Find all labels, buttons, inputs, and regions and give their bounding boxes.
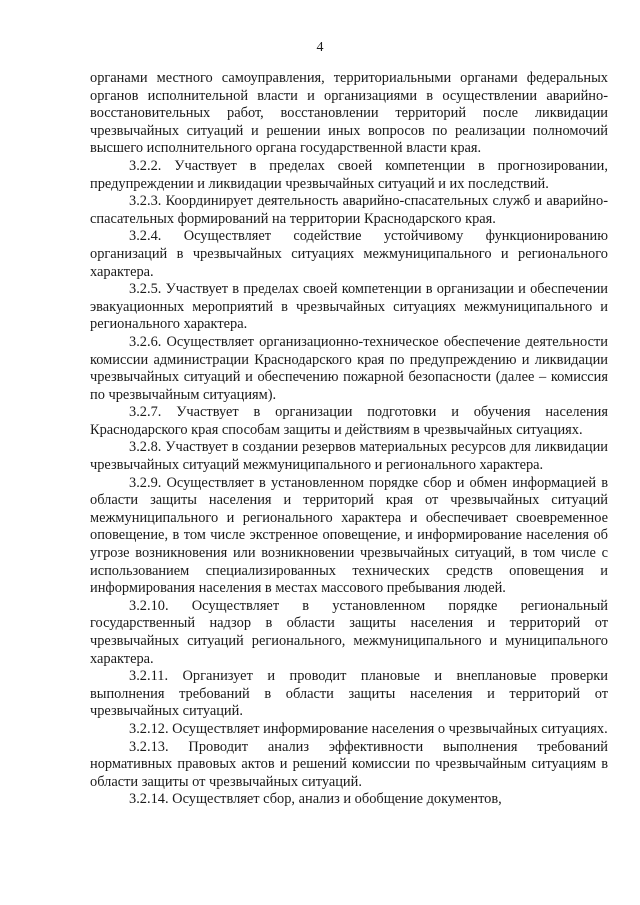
page-number: 4 [316, 40, 324, 55]
paragraph-3-2-5: 3.2.5. Участвует в пределах своей компетенции в организации и обеспечении эвакуационных мероприятий в чрезвычайных ситуациях межмуниципального и регионального характера. [90, 281, 608, 333]
paragraph-3-2-3: 3.2.3. Координирует деятельность аварийно-спасательных служб и аварийно-спасательных формирований на территории Краснодарского края. [90, 193, 608, 227]
paragraph-continuation: органами местного самоуправления, территориальными органами федеральных органов исполнительной власти и организациями в осуществлении аварийно-восстановительных работ, восстановлении территорий после ликвидации чрезвычайных ситуаций и решении иных вопросов по реализации полномочий высшего исполнительного органа государственной власти края. [90, 70, 608, 157]
paragraph-3-2-9: 3.2.9. Осуществляет в установленном порядке сбор и обмен информацией в области защиты населения и территорий края от чрезвычайных ситуаций межмуниципального и регионального характера и обеспечивает своевременное оповещение, в том числе экстренное оповещение, и информирование населения об угрозе возникновения или возникновении чрезвычайных ситуаций, в том числе с использованием специализированных технических средств оповещения и информирования населения в местах массового пребывания людей. [90, 474, 608, 597]
paragraph-3-2-12: 3.2.12. Осуществляет информирование населения о чрезвычайных ситуациях. [129, 720, 608, 737]
paragraph-3-2-4: 3.2.4. Осуществляет содействие устойчивому функционированию организаций в чрезвычайных ситуациях межмуниципального и регионального характера. [90, 228, 608, 280]
paragraph-3-2-8: 3.2.8. Участвует в создании резервов материальных ресурсов для ликвидации чрезвычайных ситуаций межмуниципального и регионального характера. [90, 439, 608, 474]
paragraph-3-2-2: 3.2.2. Участвует в пределах своей компетенции в прогнозировании, предупреждении и ликвидации чрезвычайных ситуаций и их последствий. [90, 157, 608, 192]
paragraph-3-2-6: 3.2.6. Осуществляет организационно-техническое обеспечение деятельности комиссии администрации Краснодарского края по предупреждению и ликвидации чрезвычайных ситуаций и обеспечению пожарной безопасности (далее – комиссия по чрезвычайным ситуациям). [90, 333, 608, 403]
document-body [90, 70, 608, 809]
paragraph-3-2-10: 3.2.10. Осуществляет в установленном порядке региональный государственный надзор в области защиты населения и территорий от чрезвычайных ситуаций регионального, межмуниципального и муниципального характера. [90, 597, 608, 667]
paragraph-3-2-11: 3.2.11. Организует и проводит плановые и внеплановые проверки выполнения требований в области защиты населения и территорий от чрезвычайных ситуаций. [90, 668, 608, 720]
paragraph-3-2-13: 3.2.13. Проводит анализ эффективности выполнения требований нормативных правовых актов и решений комиссии по чрезвычайным ситуациям в области защиты от чрезвычайных ситуаций. [90, 738, 608, 790]
paragraph-3-2-14: 3.2.14. Осуществляет сбор, анализ и обобщение документов, [129, 791, 502, 808]
paragraph-3-2-7: 3.2.7. Участвует в организации подготовки и обучения населения Краснодарского края способам защиты и действиям в чрезвычайных ситуациях. [90, 404, 608, 438]
